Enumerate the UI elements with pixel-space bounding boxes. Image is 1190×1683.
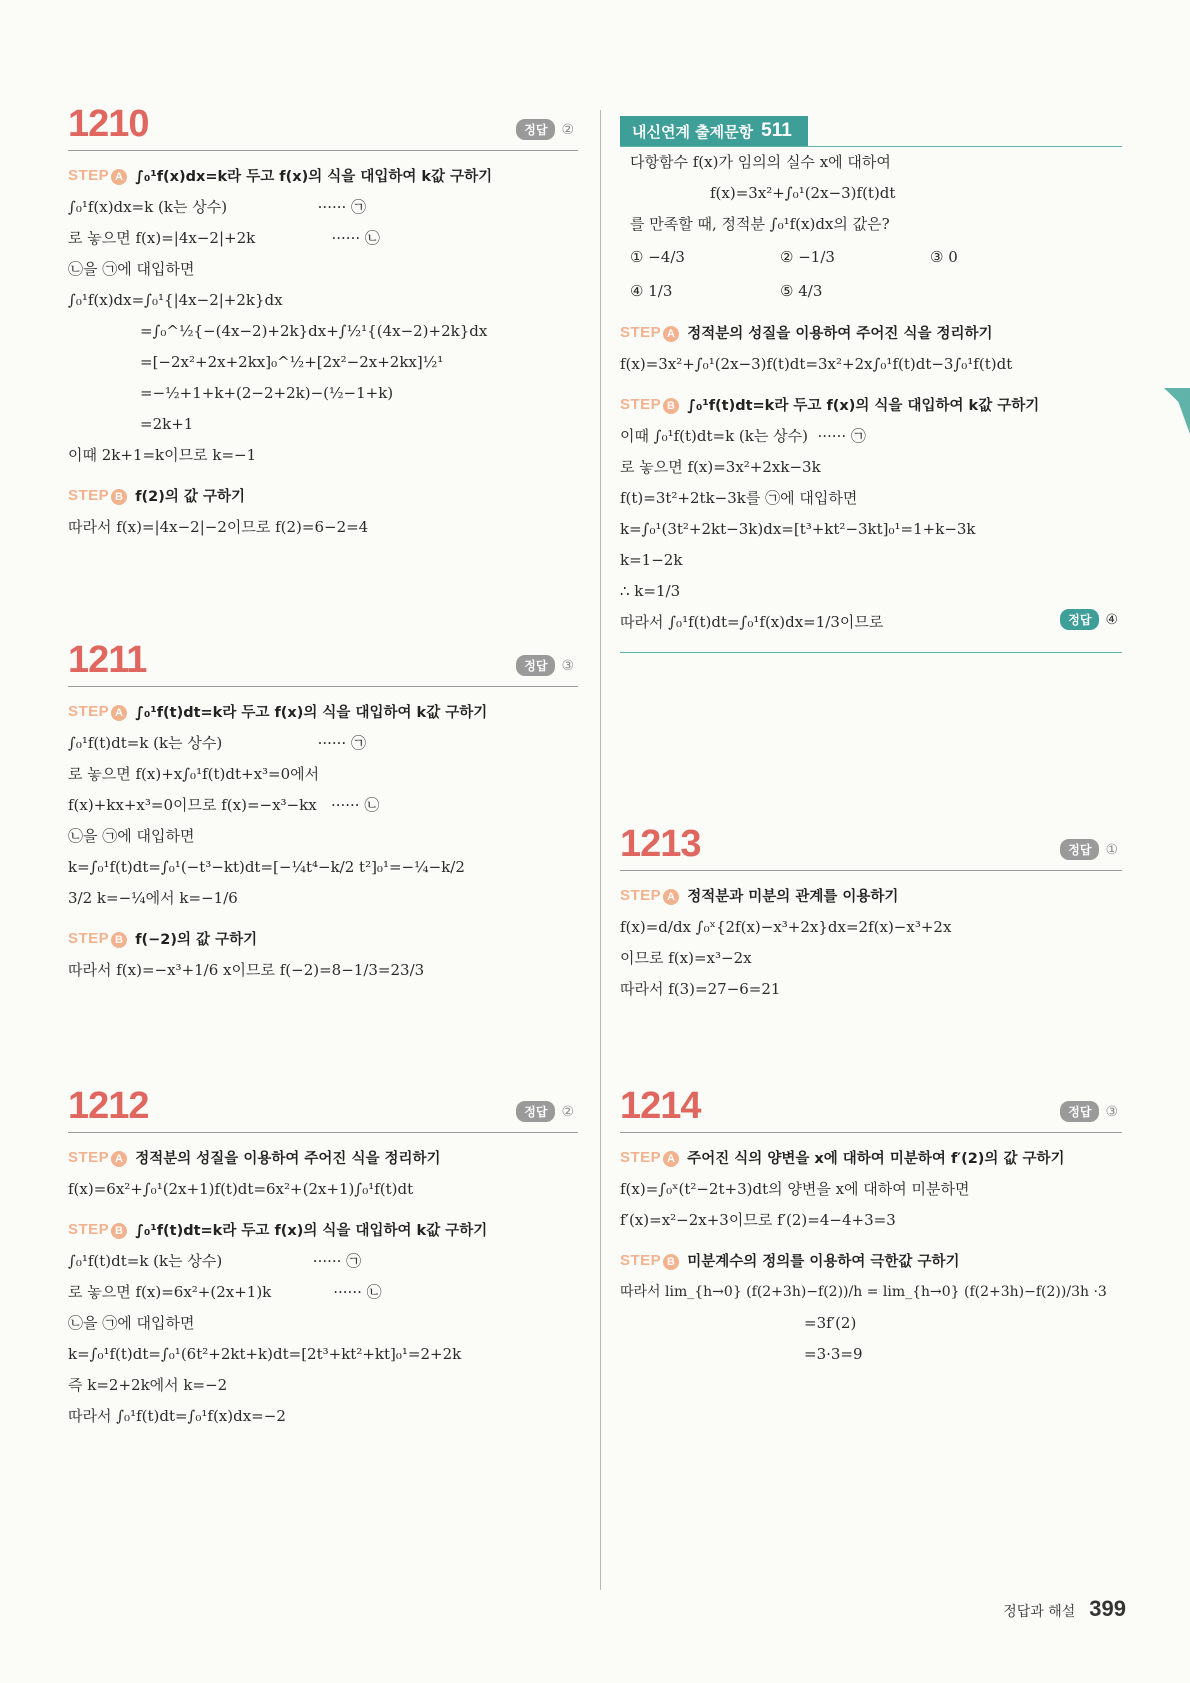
solution-line: ㉡을 ㉠에 대입하면 [68, 827, 195, 845]
problem-number: 1212 [68, 1085, 149, 1127]
step-tag: STEP A [620, 324, 679, 342]
answer-value: ① [1105, 841, 1118, 858]
question-equation: f(x)=3x²+∫₀¹(2x−3)f(t)dt [710, 184, 896, 202]
answer-badge: 정답 [516, 119, 555, 140]
question-line: 다항함수 f(x)가 임의의 실수 x에 대하여 [630, 153, 891, 171]
solution-line: 따라서 lim_{h→0} (f(2+3h)−f(2))/h = lim_{h→0} (f(2+3h)−f(2))/3h ·3 [620, 1284, 1107, 1300]
step-a [68, 701, 578, 722]
step-a [620, 1147, 1122, 1168]
solution-line: f(t)=3t²+2tk−3k를 ㉠에 대입하면 [620, 489, 858, 507]
solution-line: =−½+1+k+(2−2+2k)−(½−1+k) [140, 384, 394, 402]
answer-badge: 정답 [1060, 839, 1099, 860]
step-tag: STEP A [68, 1149, 127, 1167]
problem-1213 [620, 824, 1122, 1005]
answer-indicator [516, 1101, 574, 1122]
problem-header [620, 824, 1122, 871]
column-divider [600, 110, 601, 1590]
solution-line: ∫₀¹f(x)dx=∫₀¹{|4x−2|+2k}dx [68, 291, 283, 309]
solution-line: f(x)+kx+x³=0이므로 f(x)=−x³−kx ······ ㉡ [68, 796, 380, 814]
solution-line: ㉡을 ㉠에 대입하면 [68, 260, 195, 278]
answer-value: ③ [1105, 1103, 1118, 1120]
problem-number: 1210 [68, 103, 149, 145]
answer-badge: 정답 [1060, 609, 1099, 630]
solution-line: 이므로 f(x)=x³−2x [620, 949, 752, 967]
solution-line: f(x)=d/dx ∫₀ˣ{2f(x)−x³+2x}dx=2f(x)−x³+2x [620, 918, 952, 936]
edge-tab-marker [1164, 388, 1190, 434]
problem-1211 [68, 640, 578, 986]
step-title: 정적분의 성질을 이용하여 주어진 식을 정리하기 [135, 1151, 441, 1167]
step-title: 정적분의 성질을 이용하여 주어진 식을 정리하기 [687, 326, 993, 342]
answer-indicator [516, 655, 574, 676]
solution-line: f′(x)=x²−2x+3이므로 f′(2)=4−4+3=3 [620, 1211, 896, 1229]
solution-line: k=∫₀¹f(t)dt=∫₀¹(6t²+2kt+k)dt=[2t³+kt²+kt]₀¹=2+2k [68, 1345, 462, 1363]
problem-header [68, 640, 578, 687]
problem-header [68, 104, 578, 151]
solution-line: k=∫₀¹(3t²+2kt−3k)dx=[t³+kt²−3kt]₀¹=1+k−3k [620, 520, 976, 538]
solution-line: =[−2x²+2x+2kx]₀^½+[2x²−2x+2kx]½¹ [140, 353, 444, 371]
footer-label: 정답과 해설 [1003, 1604, 1076, 1620]
step-b [68, 485, 578, 506]
step-tag: STEP B [68, 1221, 127, 1239]
problem-1210 [68, 104, 578, 543]
answer-badge: 정답 [516, 655, 555, 676]
solution-line: k=∫₀¹f(t)dt=∫₀¹(−t³−kt)dt=[−¼t⁴−k/2 t²]₀¹=−¼−k/2 [68, 858, 465, 876]
step-tag: STEP A [68, 167, 127, 185]
solution-line: =2k+1 [140, 415, 194, 433]
choice-4: ④ 1/3 [630, 282, 673, 300]
choice-5: ⑤ 4/3 [780, 282, 823, 300]
problem-header [68, 1086, 578, 1133]
step-a [68, 1147, 578, 1168]
solution-line: 로 놓으면 f(x)=3x²+2xk−3k [620, 458, 821, 476]
solution-line: 따라서 f(x)=−x³+1/6 x이므로 f(−2)=8−1/3=23/3 [68, 961, 425, 979]
solution-line: =3f′(2) [804, 1314, 857, 1332]
solution-line: k=1−2k [620, 551, 683, 569]
step-b [68, 928, 578, 949]
solution-line: ∫₀¹f(t)dt=k (k는 상수) ······ ㉠ [68, 1252, 362, 1270]
answer-value: ④ [1105, 611, 1118, 628]
final-line [620, 607, 1122, 638]
solution-line: ∫₀¹f(t)dt=k (k는 상수) ······ ㉠ [68, 734, 366, 752]
answer-choices [620, 240, 1122, 308]
solution-line: 로 놓으면 f(x)=|4x−2|+2k ······ ㉡ [68, 229, 380, 247]
choice-1: ① −4/3 [630, 248, 685, 266]
linked-problem-511 [620, 112, 1122, 653]
step-title: f(−2)의 값 구하기 [135, 932, 258, 948]
solution-line: 이때 ∫₀¹f(t)dt=k (k는 상수) ······ ㉠ [620, 427, 866, 445]
solution-line: f(x)=3x²+∫₀¹(2x−3)f(t)dt=3x²+2x∫₀¹f(t)dt−3∫₀¹f(t)dt [620, 355, 1013, 373]
answer-value: ② [561, 121, 574, 138]
answer-indicator [1060, 839, 1118, 860]
answer-indicator [1060, 1101, 1118, 1122]
step-title: 미분계수의 정의를 이용하여 극한값 구하기 [687, 1254, 960, 1270]
solution-line: f(x)=6x²+∫₀¹(2x+1)f(t)dt=6x²+(2x+1)∫₀¹f(t)dt [68, 1180, 414, 1198]
solution-line: ∫₀¹f(x)dx=k (k는 상수) ······ ㉠ [68, 198, 367, 216]
solution-line: 3/2 k=−¼에서 k=−1/6 [68, 889, 238, 907]
step-b [620, 394, 1122, 415]
problem-number: 1211 [68, 639, 147, 681]
solution-line: ∴ k=1/3 [620, 582, 681, 600]
step-title: 정적분과 미분의 관계를 이용하기 [687, 889, 899, 905]
solution-line: =3·3=9 [804, 1345, 863, 1363]
step-title: 주어진 식의 양변을 x에 대하여 미분하여 f′(2)의 값 구하기 [687, 1151, 1065, 1167]
choice-3: ③ 0 [930, 248, 958, 266]
problem-1212 [68, 1086, 578, 1432]
linked-problem-tag: 내신연계 출제문항 511 [620, 116, 808, 146]
step-b [68, 1219, 578, 1240]
solution-line: 로 놓으면 f(x)+x∫₀¹f(t)dt+x³=0에서 [68, 765, 320, 783]
step-b [620, 1250, 1122, 1271]
solution-line: 즉 k=2+2k에서 k=−2 [68, 1376, 228, 1394]
linked-problem-header [620, 112, 1122, 147]
step-title: ∫₀¹f(x)dx=k라 두고 f(x)의 식을 대입하여 k값 구하기 [135, 169, 493, 185]
step-tag: STEP A [68, 703, 127, 721]
solution-line: 따라서 f(x)=|4x−2|−2이므로 f(2)=6−2=4 [68, 518, 369, 536]
step-tag: STEP B [620, 1252, 679, 1270]
step-a [620, 885, 1122, 906]
page-footer [1003, 1596, 1126, 1622]
step-title: ∫₀¹f(t)dt=k라 두고 f(x)의 식을 대입하여 k값 구하기 [687, 398, 1040, 414]
solution-line: f(x)=∫₀ˣ(t²−2t+3)dt의 양변을 x에 대하여 미분하면 [620, 1180, 970, 1198]
answer-indicator [1060, 609, 1118, 630]
step-tag: STEP B [620, 396, 679, 414]
choice-2: ② −1/3 [780, 248, 835, 266]
step-tag: STEP A [620, 887, 679, 905]
problem-header [620, 1086, 1122, 1133]
solution-line: 따라서 ∫₀¹f(t)dt=∫₀¹f(x)dx=1/3이므로 [620, 613, 884, 631]
solution-line: =∫₀^½{−(4x−2)+2k}dx+∫½¹{(4x−2)+2k}dx [140, 322, 488, 340]
step-a [68, 165, 578, 186]
answer-value: ③ [561, 657, 574, 674]
page-number: 399 [1089, 1596, 1126, 1621]
solution-line: 따라서 ∫₀¹f(t)dt=∫₀¹f(x)dx=−2 [68, 1407, 286, 1425]
question-body [620, 147, 1122, 240]
answer-indicator [516, 119, 574, 140]
problem-1214 [620, 1086, 1122, 1370]
solution-line: 로 놓으면 f(x)=6x²+(2x+1)k ······ ㉡ [68, 1283, 382, 1301]
problem-number: 1214 [620, 1085, 701, 1127]
step-tag: STEP B [68, 930, 127, 948]
step-title: ∫₀¹f(t)dt=k라 두고 f(x)의 식을 대입하여 k값 구하기 [135, 1223, 488, 1239]
problem-number: 1213 [620, 823, 701, 865]
step-title: ∫₀¹f(t)dt=k라 두고 f(x)의 식을 대입하여 k값 구하기 [135, 705, 488, 721]
step-title: f(2)의 값 구하기 [135, 489, 245, 505]
linked-problem-bottom-rule [620, 638, 1122, 653]
answer-badge: 정답 [1060, 1101, 1099, 1122]
answer-badge: 정답 [516, 1101, 555, 1122]
question-line: 를 만족할 때, 정적분 ∫₀¹f(x)dx의 값은? [630, 215, 890, 233]
step-a [620, 322, 1122, 343]
solution-line: 따라서 f(3)=27−6=21 [620, 980, 781, 998]
solution-line: 이때 2k+1=k이므로 k=−1 [68, 446, 257, 464]
solution-line: ㉡을 ㉠에 대입하면 [68, 1314, 195, 1332]
step-tag: STEP A [620, 1149, 679, 1167]
answer-value: ② [561, 1103, 574, 1120]
step-tag: STEP B [68, 487, 127, 505]
linked-problem-number: 511 [761, 120, 792, 141]
